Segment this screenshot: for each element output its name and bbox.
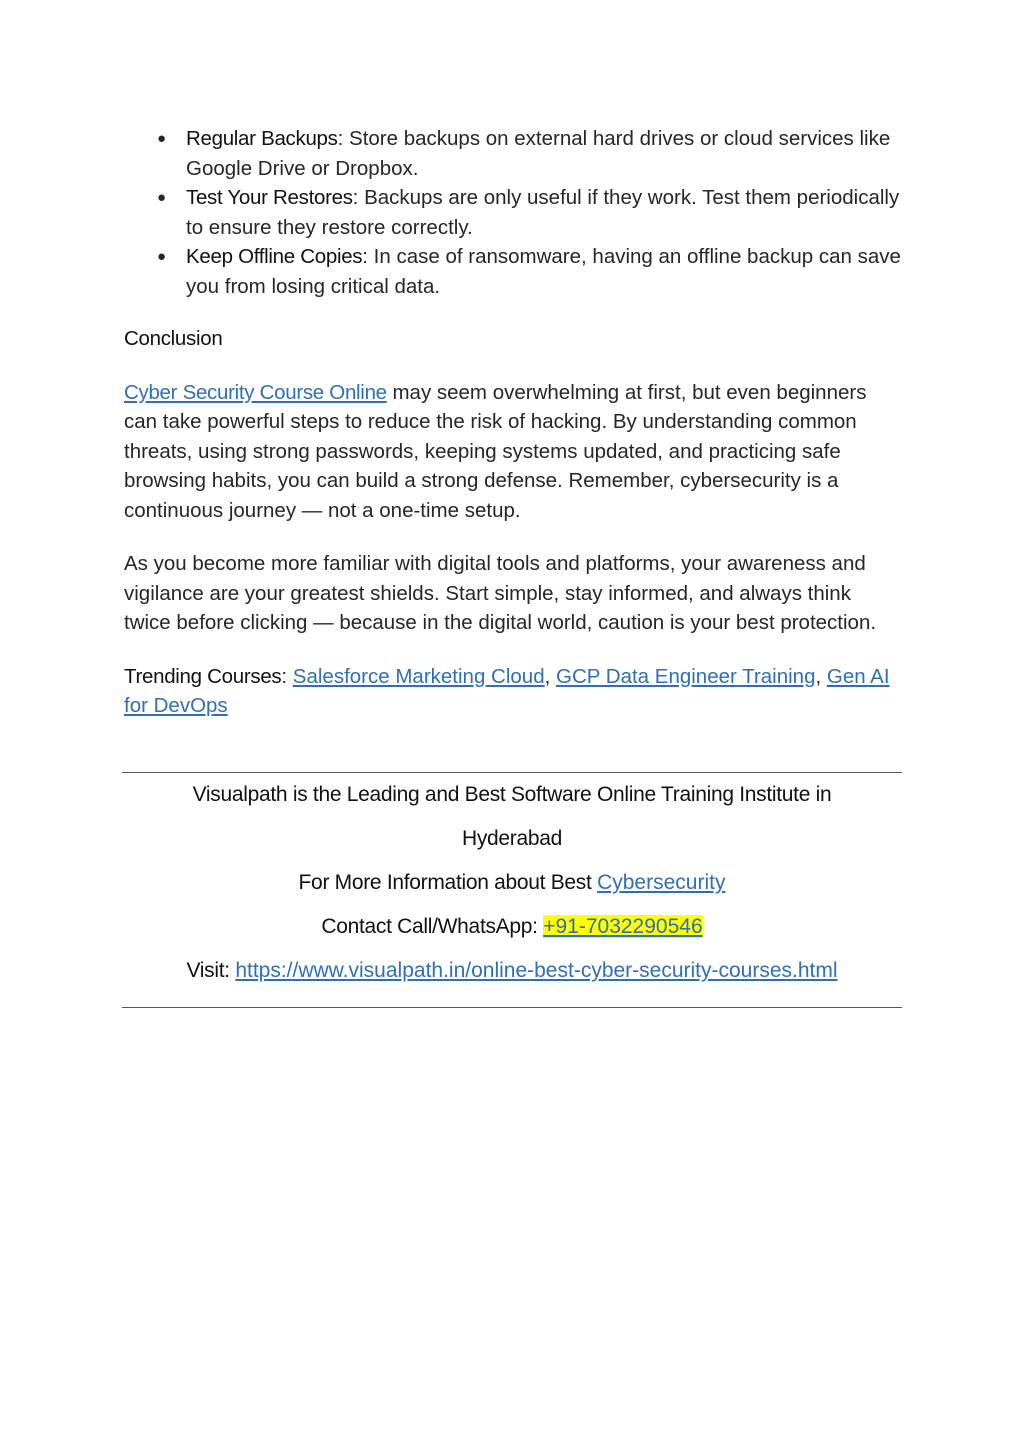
cyber-security-course-link[interactable]: Cyber Security Course Online	[124, 380, 387, 404]
course-link-salesforce[interactable]: Salesforce Marketing Cloud	[292, 664, 545, 688]
list-item	[124, 183, 902, 242]
conclusion-paragraph-2: As you become more familiar with digital tools and platforms, your awareness and vigilance are your greatest shields. Start simple, stay informed, and always think twice before clicking — because in the digital world, caution is your best protection.	[124, 552, 877, 634]
bullet-icon: ●	[157, 130, 167, 147]
bullet-term: Test Your Restores	[186, 186, 353, 209]
info-label: For More Information about Best	[298, 871, 598, 894]
footer-line-institute: Visualpath is the Leading and Best Software Online Training Institute in	[192, 783, 832, 806]
visit-label: Visit:	[186, 959, 236, 982]
footer-line-city: Hyderabad	[461, 827, 563, 850]
phone-link[interactable]: +91-7032290546	[543, 915, 703, 938]
footer-box	[122, 772, 902, 1008]
separator: ,	[544, 664, 557, 688]
website-link[interactable]: https://www.visualpath.in/online-best-cyber-security-courses.html	[235, 959, 838, 982]
trending-colon: :	[281, 664, 293, 688]
list-item	[124, 242, 902, 301]
bullet-term: Keep Offline Copies	[186, 245, 363, 268]
course-link-gcp[interactable]: GCP Data Engineer Training	[556, 664, 816, 688]
bullet-text: : Backups are only useful if they work. Test them periodically to ensure they restore correctly.	[186, 186, 900, 239]
bullet-icon: ●	[157, 189, 167, 206]
paragraph-text: may seem overwhelming at first, but even beginners can take powerful steps to reduce the risk of hacking. By understanding common threats, using strong passwords, keeping systems updated, and practicing safe browsing habits, you can build a strong defense. Remember, cybersecurity is a continuous journey — not a one-time setup.	[124, 380, 867, 522]
footer-line-visit	[122, 949, 902, 993]
article-content	[124, 124, 902, 721]
trending-courses	[124, 662, 902, 721]
trending-label: Trending Courses	[124, 664, 282, 688]
course-link-genai[interactable]: Gen AI for DevOps	[124, 664, 890, 717]
separator: ,	[815, 664, 827, 688]
contact-label: Contact Call/WhatsApp:	[321, 915, 544, 938]
bullet-icon: ●	[157, 248, 167, 265]
backup-tips-list	[124, 124, 902, 301]
bullet-text: : Store backups on external hard drives or cloud services like Google Drive or Dropbox.	[186, 127, 891, 180]
list-item	[124, 124, 902, 183]
bullet-text: : In case of ransomware, having an offline backup can save you from losing critical data.	[186, 245, 901, 298]
cybersecurity-link[interactable]: Cybersecurity	[597, 871, 726, 894]
footer-line-contact	[122, 905, 902, 949]
bullet-term: Regular Backups	[186, 127, 338, 150]
footer-line-info	[122, 861, 902, 905]
conclusion-heading: Conclusion	[124, 327, 223, 350]
conclusion-paragraph-1	[124, 378, 902, 526]
